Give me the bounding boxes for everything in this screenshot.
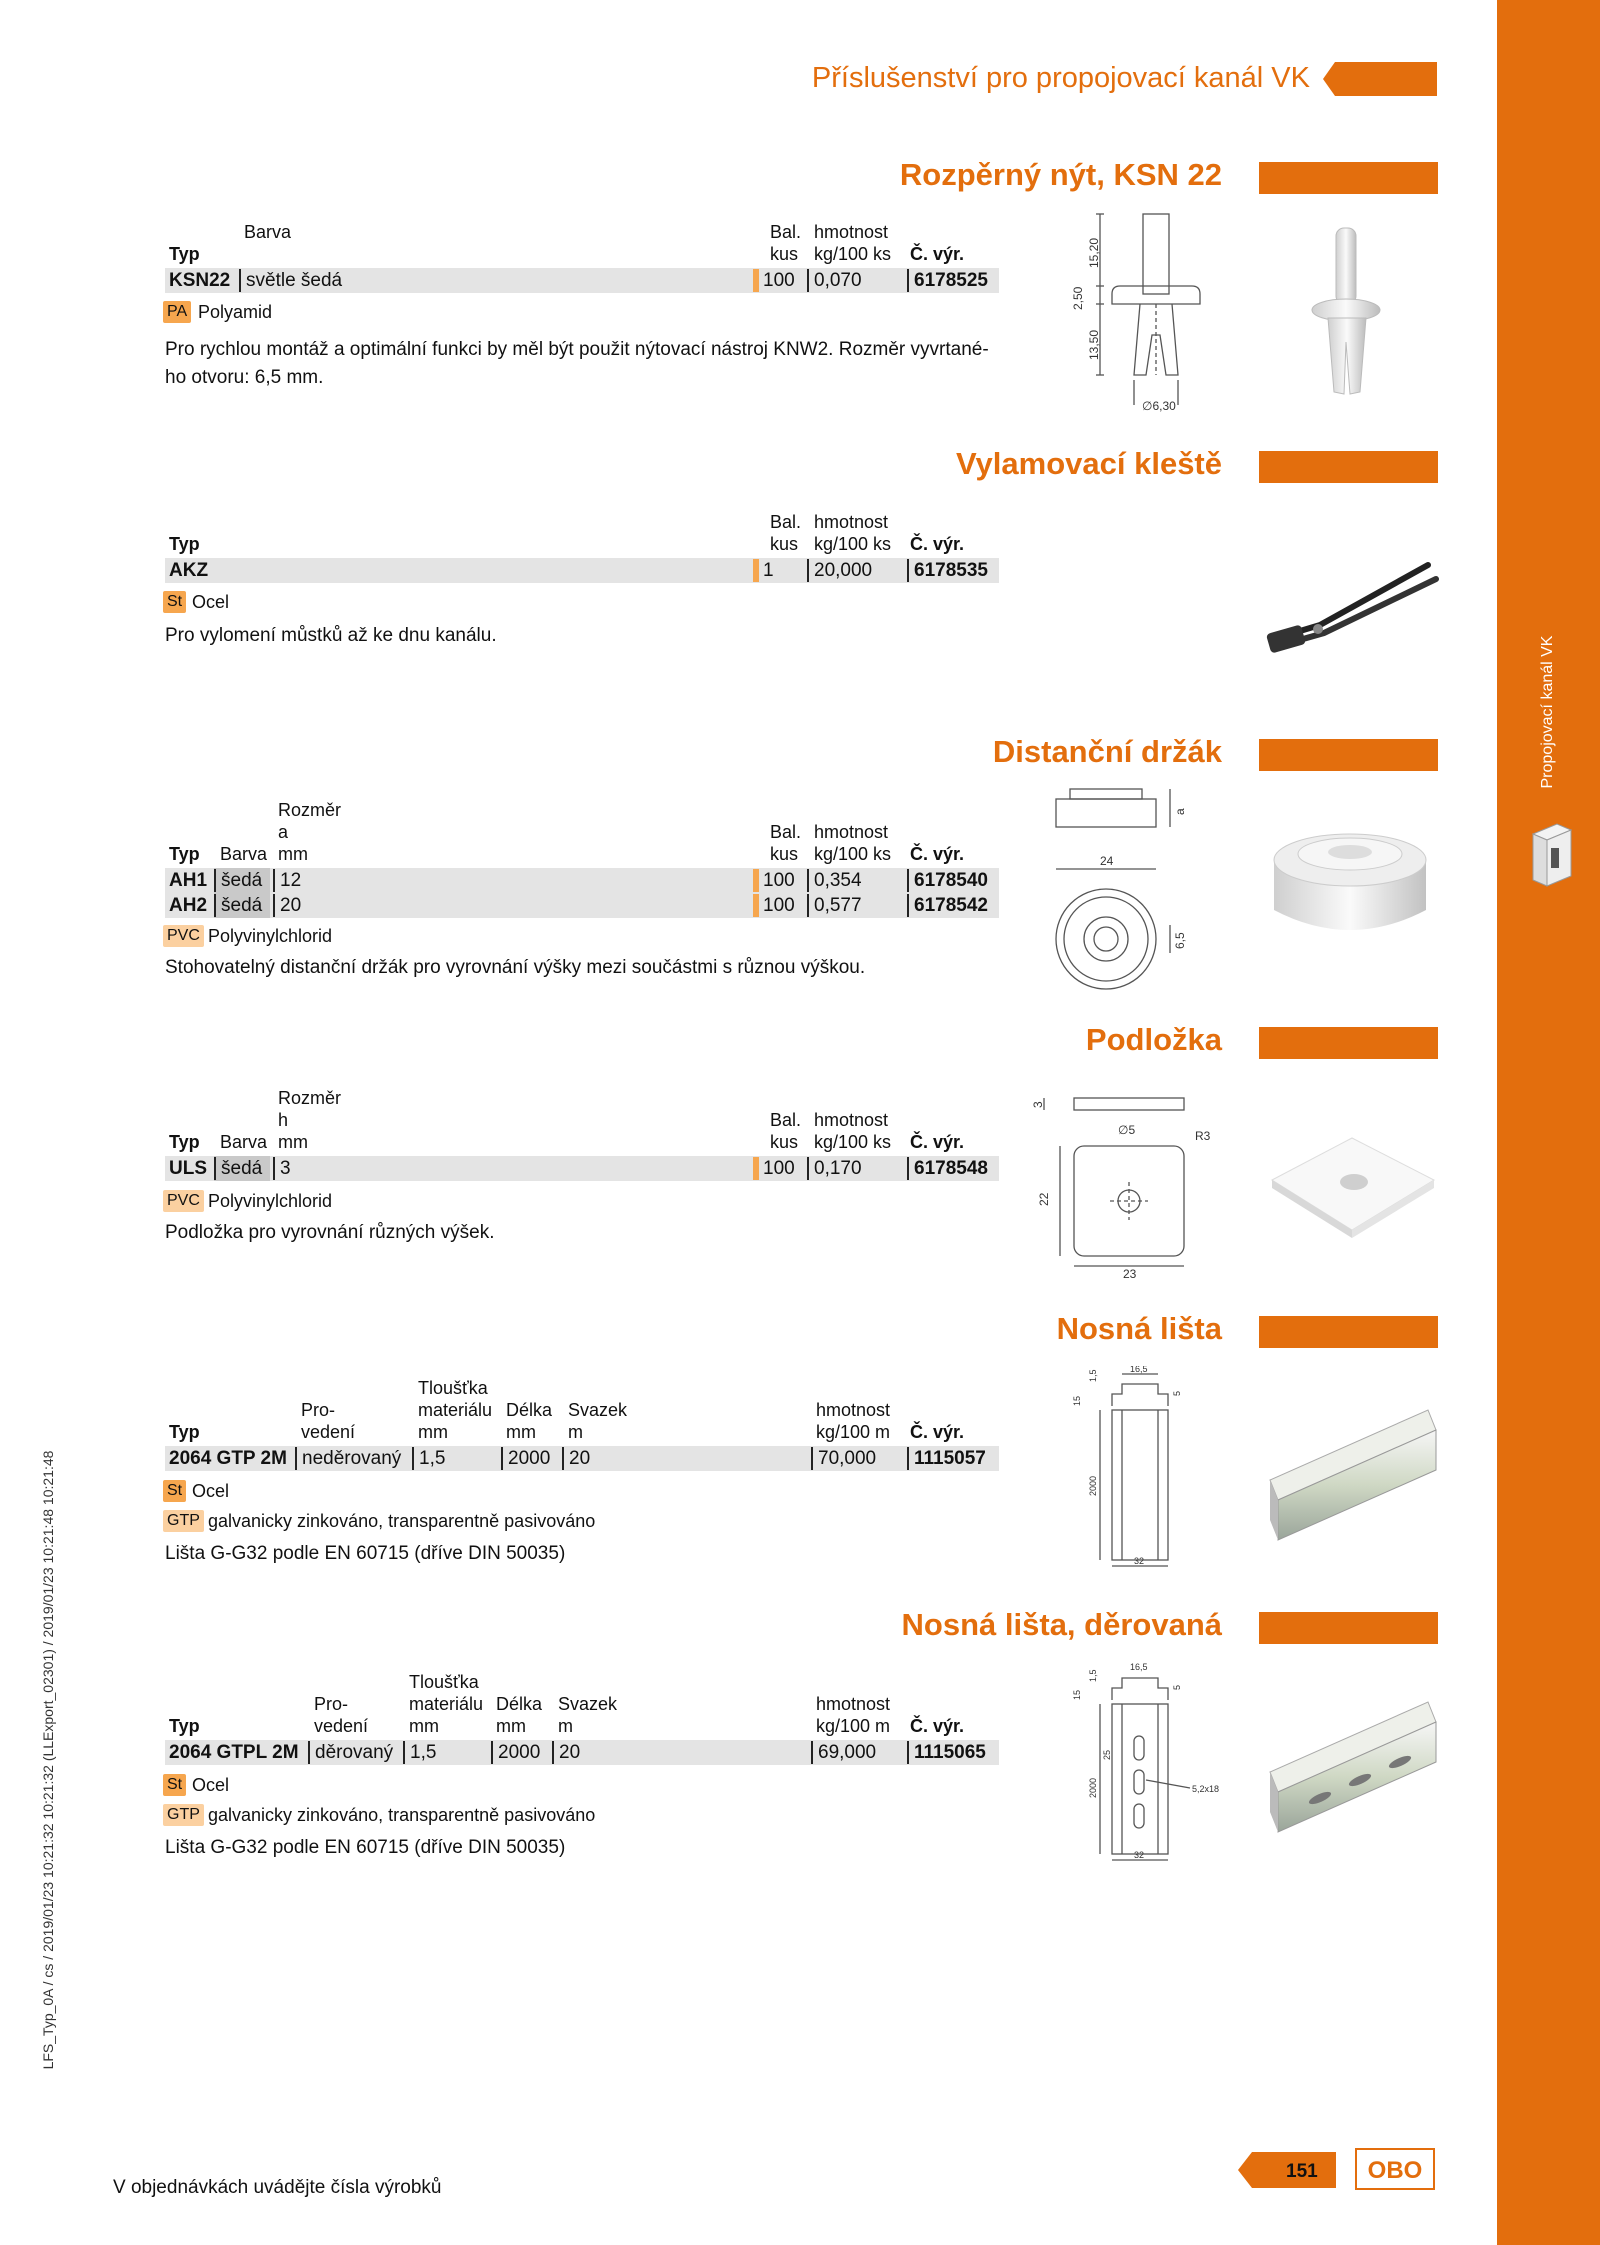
dim-label: R3 (1195, 1129, 1211, 1143)
material-text: Polyamid (198, 302, 273, 322)
section-title-ah: Distanční držák (992, 734, 1222, 769)
material-text: Polyvinylchlorid (208, 1191, 333, 1211)
cell-bal: 1 (753, 559, 774, 582)
col-header-cvyr: Č. výr. (910, 244, 965, 264)
col-header-hm-unit: kg/100 ks (814, 844, 892, 864)
col-header-hm-unit: kg/100 ks (814, 1132, 892, 1152)
cell-typ: AKZ (169, 560, 209, 581)
table-row (165, 868, 999, 893)
col-header-typ: Typ (169, 1422, 200, 1442)
cell-typ: 2064 GTPL 2M (169, 1742, 299, 1763)
rail-drawing (1060, 1366, 1200, 1576)
cell-hmotnost: 69,000 (811, 1741, 876, 1764)
col-header-cvyr: Č. výr. (910, 1422, 965, 1442)
col-header-provedeni: Pro- (314, 1694, 349, 1714)
section-description: Stohovatelný distanční držák pro vyrovnání výšky mezi součástmi s různou výškou. (165, 957, 866, 978)
section-description: Podložka pro vyrovnání různých výšek. (165, 1222, 495, 1243)
cell-bal: 100 (753, 1157, 795, 1180)
col-header-hmotnost: hmotnost (814, 1110, 889, 1130)
section-description: Lišta G-G32 podle EN 60715 (dříve DIN 50035) (165, 1543, 566, 1564)
cell-bal: 100 (753, 869, 795, 892)
cell-tloustka: 1,5 (412, 1447, 445, 1470)
channel-thumbnail-icon (1527, 820, 1575, 890)
col-header-rozmer-unit: mm (278, 844, 308, 864)
col-header-delka-unit: mm (496, 1716, 526, 1736)
col-header-rozmer: Rozměr (278, 1088, 342, 1108)
cell-hmotnost: 0,170 (807, 1157, 862, 1180)
col-header-tl-unit: mm (418, 1422, 448, 1442)
cell-typ: KSN22 (169, 270, 231, 291)
material-text: Ocel (192, 1775, 230, 1795)
material-text: Ocel (192, 592, 230, 612)
col-header-hmotnost: hmotnost (816, 1694, 891, 1714)
col-header-rozmer: Rozměr (278, 800, 342, 820)
section-title-uls: Podložka (1085, 1022, 1222, 1057)
cell-typ: 2064 GTP 2M (169, 1448, 287, 1469)
dim-label: 15 (1072, 1395, 1082, 1406)
dim-label: 25 (1102, 1749, 1112, 1760)
col-header-vedeni: vedení (301, 1422, 356, 1442)
spacer-photo (1270, 830, 1430, 950)
cell-cvyr: 6178542 (907, 894, 988, 917)
col-header-bal: Bal. (770, 1110, 802, 1130)
cell-cvyr: 1115057 (907, 1447, 986, 1470)
cell-cvyr: 6178535 (907, 559, 988, 582)
material-badge: St (163, 1480, 186, 1502)
dim-label: 1,5 (1088, 1669, 1098, 1682)
cell-rozmer: 3 (273, 1157, 291, 1180)
dim-label: ∅6,30 (1142, 399, 1176, 413)
cell-typ: AH2 (169, 895, 208, 916)
cell-hmotnost: 0,577 (807, 894, 862, 917)
section-title-gtpl: Nosná lišta, děrovaná (901, 1607, 1222, 1642)
cell-delka: 2000 (501, 1447, 550, 1470)
dim-label: 16,5 (1130, 1662, 1148, 1672)
cell-provedeni: děrovaný (308, 1741, 393, 1764)
section-bar (1259, 1316, 1438, 1348)
col-header-barva: Barva (220, 844, 268, 864)
dim-label: 6,5 (1173, 932, 1187, 949)
finish-text: galvanicky zinkováno, transparentně pasivováno (208, 1511, 596, 1531)
col-header-bal: Bal. (770, 512, 802, 532)
col-header-hmotnost: hmotnost (814, 222, 889, 242)
col-header-tloustka: Tloušťka (418, 1378, 488, 1398)
material-badge: St (163, 591, 186, 613)
col-header-delka: Délka (496, 1694, 543, 1714)
dim-label: 24 (1100, 854, 1114, 868)
cell-rozmer: 20 (273, 894, 301, 917)
col-header-svazek: Svazek (568, 1400, 628, 1420)
section-description: Pro rychlou montáž a optimální funkci by měl být použit nýtovací nástroj KNW2. Rozměr vyvrtané-ho otvoru: 6,5 mm. (165, 339, 989, 388)
dim-label: 15,20 (1087, 237, 1101, 268)
cell-svazek: 20 (562, 1447, 590, 1470)
col-header-cvyr: Č. výr. (910, 534, 965, 554)
section-bar (1259, 1027, 1438, 1059)
footer-note: V objednávkách uvádějte čísla výrobků (113, 2177, 442, 2198)
col-header-delka-unit: mm (506, 1422, 536, 1442)
page-number: 151 (1286, 2161, 1318, 2182)
col-header-hm-unit: kg/100 ks (814, 244, 892, 264)
cell-barva: šedá (214, 1157, 262, 1180)
cell-barva: světle šedá (239, 269, 342, 292)
material-badge: St (163, 1774, 186, 1796)
col-header-materialu: materiálu (409, 1694, 484, 1714)
dim-label: 5 (1172, 1390, 1182, 1396)
col-header-vedeni: vedení (314, 1716, 369, 1736)
col-header-typ: Typ (169, 844, 200, 864)
cell-hmotnost: 0,070 (807, 269, 862, 292)
col-header-hmotnost: hmotnost (814, 512, 889, 532)
cell-hmotnost: 70,000 (811, 1447, 876, 1470)
finish-badge: GTP (163, 1510, 204, 1532)
dim-label: 22 (1037, 1192, 1051, 1206)
dim-label: 2,50 (1071, 286, 1085, 310)
section-title-ksn22: Rozpěrný nýt, KSN 22 (899, 157, 1222, 192)
dim-label: 32 (1134, 1556, 1145, 1566)
dim-label: 2000 (1088, 1475, 1098, 1496)
obo-logo-text: OBO (1367, 2157, 1423, 2184)
section-title-gtp: Nosná lišta (1056, 1311, 1222, 1346)
section-bar (1259, 451, 1438, 483)
col-header-bal: Bal. (770, 822, 802, 842)
col-header-svazek-unit: m (558, 1716, 573, 1736)
cell-barva: šedá (214, 894, 262, 917)
col-header-typ: Typ (169, 534, 200, 554)
header-tab-marker (1323, 62, 1437, 96)
dim-label: 1,5 (1088, 1369, 1098, 1382)
cell-cvyr: 6178548 (907, 1157, 988, 1180)
col-header-barva: Barva (220, 1132, 268, 1152)
col-header-typ: Typ (169, 1716, 200, 1736)
dim-label: 2000 (1088, 1777, 1098, 1798)
cell-svazek: 20 (552, 1741, 580, 1764)
material-badge: PA (163, 301, 191, 323)
col-header-rozmer-h: h (278, 1110, 289, 1130)
col-header-hmotnost: hmotnost (816, 1400, 891, 1420)
dim-label: 5 (1172, 1684, 1182, 1690)
col-header-tl-unit: mm (409, 1716, 439, 1736)
sidebar-label: Propojovací kanál VK (1539, 635, 1556, 789)
material-text: Polyvinylchlorid (208, 926, 333, 946)
col-header-typ: Typ (169, 1132, 200, 1152)
perforated-rail-photo (1260, 1692, 1440, 1852)
dim-label: 15 (1072, 1689, 1082, 1700)
section-title-akz: Vylamovací kleště (956, 446, 1222, 481)
cell-delka: 2000 (491, 1741, 540, 1764)
col-header-kus: kus (770, 1132, 799, 1152)
material-badge: PVC (163, 925, 204, 947)
cell-typ: AH1 (169, 870, 208, 891)
cell-hmotnost: 20,000 (807, 559, 872, 582)
material-badge: PVC (163, 1190, 204, 1212)
col-header-delka: Délka (506, 1400, 553, 1420)
cell-bal: 100 (753, 269, 795, 292)
col-header-cvyr: Č. výr. (910, 1132, 965, 1152)
dim-label: 16,5 (1130, 1366, 1148, 1374)
col-header-materialu: materiálu (418, 1400, 493, 1420)
section-bar (1259, 162, 1438, 194)
col-header-provedeni: Pro- (301, 1400, 336, 1420)
perforated-rail-drawing (1060, 1660, 1230, 1870)
section-bar (1259, 1612, 1438, 1644)
col-header-svazek: Svazek (558, 1694, 618, 1714)
cell-bal: 100 (753, 894, 795, 917)
dim-label: 5,2x18 (1192, 1784, 1220, 1794)
cell-rozmer: 12 (273, 869, 301, 892)
cell-cvyr: 1115065 (907, 1741, 986, 1764)
table-row (165, 268, 999, 293)
obo-logo-icon (1355, 2148, 1435, 2190)
col-header-hm-unit: kg/100 m (816, 1422, 891, 1442)
col-header-kus: kus (770, 244, 799, 264)
cell-typ: ULS (169, 1158, 207, 1179)
pliers-photo (1260, 555, 1440, 665)
cell-provedeni: neděrovaný (295, 1447, 401, 1470)
dim-label: 32 (1134, 1850, 1145, 1860)
cell-cvyr: 6178540 (907, 869, 988, 892)
dim-label: a (1173, 808, 1187, 815)
washer-drawing (1030, 1090, 1230, 1280)
table-row (165, 1446, 999, 1471)
col-header-barva: Barva (244, 222, 292, 242)
table-row (165, 558, 999, 583)
col-header-kus: kus (770, 534, 799, 554)
col-header-svazek-unit: m (568, 1422, 583, 1442)
col-header-rozmer-unit: mm (278, 1132, 308, 1152)
col-header-bal: Bal. (770, 222, 802, 242)
col-header-cvyr: Č. výr. (910, 1716, 965, 1736)
col-header-tloustka: Tloušťka (409, 1672, 479, 1692)
col-header-hm-unit: kg/100 ks (814, 534, 892, 554)
col-header-rozmer-a: a (278, 822, 289, 842)
section-description: Pro vylomení můstků až ke dnu kanálu. (165, 625, 497, 646)
section-bar (1259, 739, 1438, 771)
washer-photo (1268, 1130, 1438, 1240)
cell-barva: šedá (214, 869, 262, 892)
table-row (165, 1740, 999, 1765)
finish-text: galvanicky zinkováno, transparentně pasivováno (208, 1805, 596, 1825)
dim-label: 23 (1123, 1267, 1137, 1280)
cell-tloustka: 1,5 (403, 1741, 436, 1764)
table-row (165, 893, 999, 918)
table-row (165, 1156, 999, 1181)
cell-cvyr: 6178525 (907, 269, 988, 292)
col-header-hm-unit: kg/100 m (816, 1716, 891, 1736)
col-header-kus: kus (770, 844, 799, 864)
rivet-drawing (1060, 200, 1240, 420)
cell-hmotnost: 0,354 (807, 869, 862, 892)
col-header-typ: Typ (169, 244, 200, 264)
dim-label: 13,50 (1087, 329, 1101, 360)
dim-label: 3 (1031, 1101, 1045, 1108)
finish-badge: GTP (163, 1804, 204, 1826)
section-description: Lišta G-G32 podle EN 60715 (dříve DIN 50035) (165, 1837, 566, 1858)
col-header-hmotnost: hmotnost (814, 822, 889, 842)
col-header-cvyr: Č. výr. (910, 844, 965, 864)
page-header-title: Příslušenství pro propojovací kanál VK (811, 62, 1310, 94)
rivet-photo (1300, 222, 1390, 402)
print-meta-text: LFS_Typ_0A / cs / 2019/01/23 10:21:32 10:21:32 (LLExport_02301) / 2019/01/23 10:21:48 10:21:48 (40, 1450, 56, 2070)
orange-sidebar (1497, 0, 1600, 2245)
rail-photo (1260, 1400, 1440, 1560)
dim-label: ∅5 (1118, 1123, 1136, 1137)
material-text: Ocel (192, 1481, 230, 1501)
spacer-drawing (1040, 785, 1220, 995)
